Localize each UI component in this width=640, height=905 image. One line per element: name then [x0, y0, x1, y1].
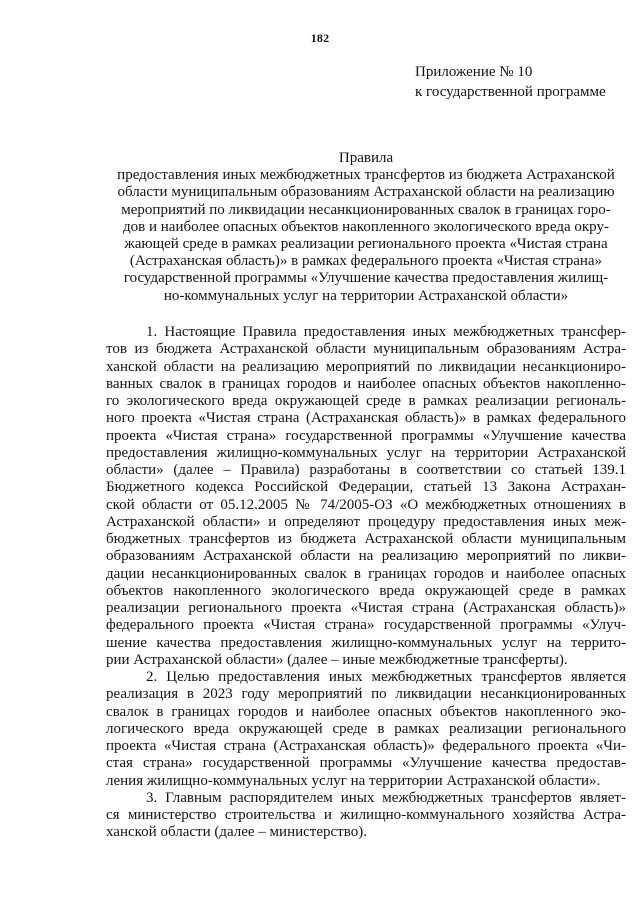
text-line: ся министерство строительства и жилищно-коммунального хозяйства Астра-: [106, 807, 626, 823]
title-line: предоставления иных межбюджетных трансфертов из бюджета Астраханской: [117, 167, 615, 184]
text-line: 3. Главным распорядителем иных межбюджетных трансфертов являет-: [146, 789, 626, 806]
text-line: го экологического вреда окружающей среде в рамках реализации региональ-: [106, 393, 626, 409]
text-line: проекта «Чистая страна (Астраханская область)» федерального проекта «Чи-: [106, 738, 626, 754]
page-number: 182: [310, 31, 330, 45]
title-line: но-коммунальных услуг на территории Астраханской области»: [163, 287, 569, 304]
appendix-reference: [415, 62, 606, 102]
text-line: 2. Целью предоставления иных межбюджетных трансфертов является: [146, 669, 626, 685]
appendix-number: Приложение № 10: [415, 64, 533, 80]
paragraph-2: [106, 669, 626, 790]
text-line: бюджетных трансфертов из бюджета Астраханской области муниципальным: [106, 531, 626, 547]
title-line: мероприятий по ликвидации несанкционированных свалок в границах горо-: [121, 201, 611, 218]
text-line: стая страна» государственной программы «Улучшение качества предостав-: [106, 755, 626, 772]
text-line: реализация в 2023 году мероприятий по ликвидации несанкционированных: [106, 686, 626, 703]
paragraph-1: [106, 324, 626, 669]
title-line: области муниципальным образованиям Астраханской области на реализацию: [117, 184, 615, 201]
text-line: 1. Настоящие Правила предоставления иных межбюджетных трансфер-: [146, 324, 626, 340]
text-line: реализации регионального проекта «Чистая страна (Астраханская область)»: [106, 600, 626, 616]
text-line: тов из бюджета Астраханской области муниципальным образованиям Астра-: [106, 341, 626, 358]
document-title: [106, 150, 626, 305]
text-line: рии Астраханской области» (далее – иные межбюджетные трансферты).: [106, 651, 568, 668]
text-line: ханской области на реализацию мероприятий по ликвидации несанкциониро-: [106, 358, 626, 375]
text-line: свалок в границах городов и наиболее опасных объектов накопленного эко-: [106, 703, 626, 720]
text-line: Бюджетного кодекса Российской Федерации, статьей 13 Закона Астрахан-: [106, 479, 626, 496]
text-line: ного проекта «Чистая страна (Астраханская область)» в рамках федерального: [106, 410, 626, 427]
text-line: ханской области (далее – министерство).: [106, 824, 367, 841]
paragraph-3: [106, 790, 626, 842]
text-line: ской области от 05.12.2005 № 74/2005-ОЗ «О межбюджетных отношениях в: [106, 496, 626, 513]
text-line: области» (далее – Правила) разработаны в соответствии со статьей 139.1: [106, 462, 626, 478]
text-line: логического вреда окружающей среде в рамках реализации регионального: [106, 720, 626, 737]
text-line: предоставления жилищно-коммунальных услуг на территории Астраханской: [106, 444, 626, 461]
title-line: жающей среде в рамках реализации регионального проекта «Чистая страна: [124, 236, 608, 253]
title-line: государственной программы «Улучшение качества предоставления жилищ-: [123, 270, 609, 287]
text-line: шение качества предоставления жилищно-коммунальных услуг на террито-: [106, 634, 626, 651]
text-line: ления жилищно-коммунальных услуг на территории Астраханской области».: [106, 772, 601, 789]
title-line: дов и наиболее опасных объектов накопленного экологического вреда окру-: [123, 218, 609, 235]
text-line: образованиям Астраханской области на реализацию мероприятий по ликви-: [106, 548, 626, 565]
text-line: проекта «Чистая страна» государственной программы «Улучшение качества: [106, 427, 626, 444]
text-line: Астраханской области» и определяют процедуру предоставления иных меж-: [106, 513, 626, 530]
text-line: ванных свалок в границах городов и наиболее опасных объектов накопленно-: [106, 375, 626, 392]
title-heading: Правила: [338, 150, 394, 166]
document-body: [106, 324, 626, 842]
appendix-program: к государственной программе: [415, 84, 606, 100]
text-line: федерального проекта «Чистая страна» государственной программы «Улуч-: [106, 617, 626, 634]
text-line: дации несанкционированных свалок в границах городов и наиболее опасных: [106, 565, 626, 582]
title-line: (Астраханская область)» в рамках федерального проекта «Чистая страна»: [129, 253, 603, 270]
text-line: объектов накопленного экологического вреда окружающей среде в рамках: [106, 582, 626, 599]
